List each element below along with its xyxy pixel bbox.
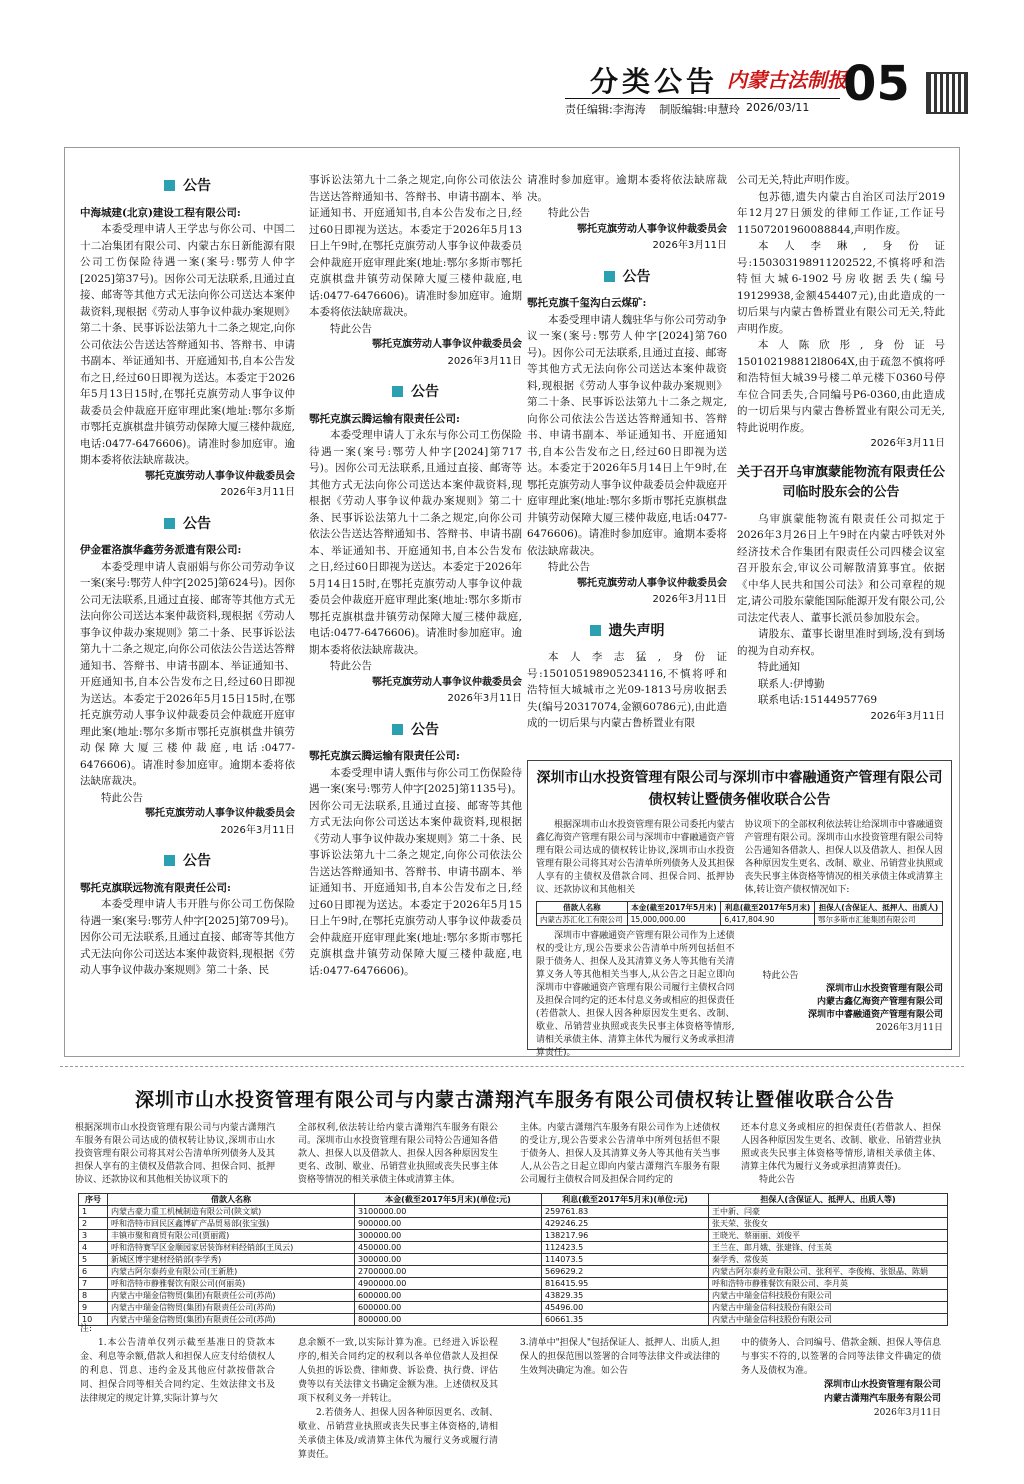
notice-body: 本委受理申请人韦开胜与你公司工伤保险待遇一案(案号:鄂劳人仲字[2025]第709号)。因你公司无法联系,且通过直接、邮寄等其他方式无法向你公司送达本案仲裁资料,现根据《劳动人事争议仲裁办案规则》第二十条、民 xyxy=(80,898,295,976)
table-cell: 138217.96 xyxy=(542,1230,709,1242)
table-header: 利息(截至2017年5月末) xyxy=(721,902,815,914)
contact-person: 联系人:伊博勤 xyxy=(758,677,825,690)
square-icon xyxy=(590,625,601,636)
joint-notice-text xyxy=(536,819,943,897)
layout-editor: 制版编辑:申慧玲 xyxy=(659,103,740,116)
table-cell: 429246.25 xyxy=(542,1218,709,1230)
qr-code-icon xyxy=(926,72,968,114)
notice-special: 特此公告 xyxy=(548,207,590,219)
notice-date: 2026年3月11日 xyxy=(870,710,945,722)
signature-company: 深圳市山水投资管理有限公司 xyxy=(823,1380,941,1390)
notes-end xyxy=(741,1336,941,1420)
notice-company: 鄂托克旗云腾运输有限责任公司: xyxy=(309,750,460,762)
notice-signature: 鄂托克旗劳动人事争议仲裁委员会 xyxy=(145,808,295,819)
table-cell: 内蒙古中瑞金信科技股份有限公司 xyxy=(709,1302,948,1314)
notice-body: 事诉讼法第九十二条之规定,向你公司依法公告送达答辩通知书、答辩书、申请书副本、举证通知书、开庭通知书,自本公告发布之日,经过60日即视为送达。本委定于2026年5月13日上午9时,在鄂托克旗劳动人事争议仲裁委员会仲裁庭开庭审理此案(地址:鄂尔多斯市鄂托克旗棋盘井镇劳动保障大厦三楼仲裁庭,电话:0477-6476606)。请准时参加庭审。逾期本委将依法缺席裁决。 xyxy=(309,174,522,318)
table-row xyxy=(79,1206,948,1218)
note-item xyxy=(298,1336,498,1462)
table-cell: 3100000.00 xyxy=(355,1206,542,1218)
table-row xyxy=(79,1230,948,1242)
table-cell: 秦学秀、常俊英 xyxy=(709,1254,948,1266)
notice-date: 2026年3月11日 xyxy=(220,824,295,836)
table-header: 本金(截至2017年5月末)(单位:元) xyxy=(355,1194,542,1206)
notice-signature: 鄂托克旗劳动人事争议仲裁委员会 xyxy=(372,676,522,688)
column-4 xyxy=(737,172,945,725)
notice-body: 本委受理申请人魏驻华与你公司劳动争议一案(案号:鄂劳人仲字[2024]第760号)。因你公司无法联系,且通过直接、邮寄等其他方式无法向你公司送达本案仲裁资料,现根据《劳动人事争议仲裁办案规则》第二十条、民事诉讼法第九十二条之规定,向你公司依法公告送达答辩通知书、答辩书、申请书副本、举证通知书、开庭通知书,自本公告发布之日,经过60日即视为送达。本委定于2026年5月14日上午9时,在鄂托克旗劳动人事争议仲裁委员会仲裁庭开庭审理此案(地址:鄂尔多斯市鄂托克旗棋盘井镇劳动保障大厦三楼仲裁庭,电话:0477-6476606)。请准时参加庭审。逾期本委将依法缺席裁决。 xyxy=(527,313,727,557)
lost-statement: 公司无关,特此声明作废。 xyxy=(737,174,856,186)
notice-special: 特此公告 xyxy=(548,561,590,573)
joint-notice-2-text: 还本付息义务或相应的担保责任(若借款人、担保人因各种原因发生更名、改制、歇业、吊销营业执照或丧失民事主体资格等情形,请相关承债主体、清算主体代为履行义务或承担清算责任)。 xyxy=(741,1123,941,1172)
table-cell: 60661.35 xyxy=(542,1314,709,1326)
square-icon xyxy=(164,180,175,191)
table-cell: 300000.00 xyxy=(355,1254,542,1266)
table-header: 担保人(含保证人、抵押人、出质人等) xyxy=(709,1194,948,1206)
notice-body: 本委受理申请人丁永东与你公司工伤保险待遇一案(案号:鄂劳人仲字[2024]第717号)。因你公司无法联系,且通过直接、邮寄等其他方式无法向你公司送达本案仲裁资料,现根据《劳动人事争议仲裁办案规则》第二十条、民事诉讼法第九十二条之规定,向你公司依法公告送达答辩通知书、答辩书、申请书副本、举证通知书、开庭通知书,自本公告发布之日,经过60日即视为送达。本委定于2026年5月14日15时,在鄂托克旗劳动人事争议仲裁委员会仲裁庭开庭审理此案(地址:鄂尔多斯市鄂托克旗棋盘井镇劳动保障大厦三楼仲裁庭,电话:0477-6476606)。请准时参加庭审。逾期本委将依法缺席裁决。 xyxy=(309,429,522,656)
table-cell: 呼和浩特市回民区鑫博矿产品贸易部(张宝强) xyxy=(108,1218,355,1230)
table-cell: 丰镇市聚和商贸有限公司(贾丽霞) xyxy=(108,1230,355,1242)
notice-body: 本委受理申请人甄伟与你公司工伤保险待遇一案(案号:鄂劳人仲字[2025]第1135号)。因你公司无法联系,且通过直接、邮寄等其他方式无法向你公司送达本案仲裁资料,现根据《劳动人事争议仲裁办案规则》第二十条、民事诉讼法第九十二条之规定,向你公司依法公告送达答辩通知书、答辩书、申请书副本、举证通知书、开庭通知书,自本公告发布之日,经过60日即视为送达。本委定于2026年5月15日上午9时,在鄂托克旗劳动人事争议仲裁委员会仲裁庭开庭审理此案(地址:鄂尔多斯市鄂托克旗棋盘井镇劳动保障大厦三楼仲裁庭,电话:0477-6476606)。 xyxy=(309,766,522,977)
table-row xyxy=(79,1302,948,1314)
section-divider xyxy=(60,1066,964,1067)
joint-notice-2-title: 深圳市山水投资管理有限公司与内蒙古潇翔汽车服务有限公司债权转让暨催收联合公告 xyxy=(134,1089,895,1111)
table-row xyxy=(79,1266,948,1278)
notice-special: 特此公告 xyxy=(762,971,799,981)
table-cell: 45496.00 xyxy=(542,1302,709,1314)
notice-company: 鄂托克旗云腾运输有限责任公司: xyxy=(309,412,460,425)
table-cell: 43829.35 xyxy=(542,1290,709,1302)
table-cell: 450000.00 xyxy=(355,1242,542,1254)
notice-signature: 鄂托克旗劳动人事争议仲裁委员会 xyxy=(145,470,295,482)
signature-company: 内蒙古鑫亿海资产管理有限公司 xyxy=(816,997,943,1007)
notice-date: 2026年3月11日 xyxy=(870,438,945,449)
table-cell: 鄂尔多斯市汇能集团有限公司 xyxy=(814,914,942,926)
notice-date: 2026年3月11日 xyxy=(652,594,727,605)
notice-company: 中海城建(北京)建设工程有限公司: xyxy=(80,206,241,219)
meeting-notice-title: 关于召开乌审旗蒙能物流有限责任公司临时股东会的公告 xyxy=(737,464,946,500)
table-cell: 4 xyxy=(79,1242,108,1254)
signature-company: 内蒙古潇翔汽车服务有限公司 xyxy=(823,1394,941,1404)
table-cell: 6 xyxy=(79,1266,108,1278)
notice-heading: 公告 xyxy=(80,853,295,870)
table-body xyxy=(79,1206,948,1326)
table-cell: 259761.83 xyxy=(542,1206,709,1218)
table-cell: 5 xyxy=(79,1254,108,1266)
table-cell: 10 xyxy=(79,1314,108,1326)
page-number: 05 xyxy=(843,56,910,112)
notice-date: 2026年3月11日 xyxy=(220,487,295,498)
table-header: 利息(截至2017年5月末)(单位:元) xyxy=(542,1194,709,1206)
table-cell: 3 xyxy=(79,1230,108,1242)
table-cell: 816415.95 xyxy=(542,1278,709,1290)
table-cell: 112423.5 xyxy=(542,1242,709,1254)
joint-notice-lower xyxy=(536,930,943,1058)
table-cell: 9 xyxy=(79,1302,108,1314)
table-cell: 800000.00 xyxy=(355,1314,542,1326)
joint-notice-2-col: 主体。内蒙古潇翔汽车服务有限公司作为上述债权的受让方,现公告要求公告清单中所列包括但不限于债务人、担保人及其清算义务人等其他有关当事人,从公告之日起立即向内蒙古潇翔汽车服务有限公司履行主债权合同及担保合同约定的 xyxy=(520,1123,720,1185)
lost-statement: 本人李琳,身份证号:150303198911202522,不慎将呼和浩特恒大城6-1902号房收据丢失(编号19129938,金额454407元),由此造成的一切后果与内蒙古鲁桥置业有限公司无关,特此声明作废。 xyxy=(737,240,945,335)
table-cell: 内蒙古中瑞金信物贸(集团)有限责任公司(苏尚) xyxy=(108,1302,355,1314)
notice-date: 2026年3月11日 xyxy=(873,1408,941,1418)
joint-notice-para: 根据深圳市山水投资管理有限公司委托内蒙古鑫亿海资产管理有限公司与深圳市中睿融通资产管理有限公司达成的债权转让协议,深圳市山水投资管理有限公司将其对公告清单所列债务人及其担保人享有的主债权及借款合同、担保合同、抵押协议、还款协议和其他相关 xyxy=(536,820,735,895)
table-row xyxy=(79,1218,948,1230)
notice-special: 特此公告 xyxy=(101,791,143,804)
table-cell: 王晓光、蔡丽丽、刘俊平 xyxy=(709,1230,948,1242)
square-icon xyxy=(392,386,403,397)
joint-notice-2-col xyxy=(741,1122,941,1187)
newspaper-logo: 内蒙古法制报 xyxy=(727,68,847,92)
meeting-notice-body: 乌审旗蒙能物流有限责任公司拟定于2026年3月26日上午9时在内蒙古呼铁对外经济技术合作集团有限责任公司四楼会议室召开股东会,审议公司解散清算事宜。依据《中华人民共和国公司法》和公司章程的规定,请公司股东蒙能国际能源开发有限公司,公司法定代表人、董事长派员参加股东会。 xyxy=(737,512,945,624)
notes-col xyxy=(80,1322,275,1406)
table-cell: 1 xyxy=(79,1206,108,1218)
column-3 xyxy=(527,172,727,732)
notice-signature: 鄂托克旗劳动人事争议仲裁委员会 xyxy=(577,223,727,235)
meeting-notice-body: 请股东、董事长谢里准时到场,没有到场的视为自动弃权。 xyxy=(737,628,945,657)
table-row xyxy=(79,1254,948,1266)
column-1 xyxy=(80,172,295,979)
lost-statement: 本人陈欣彤,身份证号150102198812l8064X,由于疏忽不慎将呼和浩特恒大城39号楼二单元楼下0360号停车位合同丢失,合同编号P6-0360,由此造成的一切后果与内蒙古鲁桥置业有限公司无关,特此说明作废。 xyxy=(737,339,945,434)
table-cell: 内蒙古中瑞金信物贸(集团)有限责任公司(苏尚) xyxy=(108,1314,355,1326)
notice-body: 本委受理申请人袁丽娟与你公司劳动争议一案(案号:鄂劳人仲字[2025]第624号)。因你公司无法联系,且通过直接、邮寄等其他方式无法向你公司送达本案仲裁资料,现根据《劳动人事争议仲裁办案规则》第二十条、民事诉讼法第九十二条之规定,向你公司依法公告送达答辩通知书、答辩书、申请书副本、举证通知书、开庭通知书,自本公告发布之日,经过60日即视为送达。本委定于2026年5月15日15时,在鄂托克旗劳动人事争议仲裁委员会仲裁庭开庭审理此案(地址:鄂尔多斯市鄂托克旗棋盘井镇劳动保障大厦三楼仲裁庭,电话:0477-6476606)。请准时参加庭审。逾期本委将依法缺席裁决。 xyxy=(80,560,295,787)
notes-label: 注: xyxy=(80,1324,93,1334)
lost-statement: 包苏德,遗失内蒙古自治区司法厅2019年12月27日颁发的律师工作证,工作证号11507201960088844,声明作废。 xyxy=(737,190,945,236)
joint-notice-para: 协议项下的全部权利依法转让给深圳市中睿融通资产管理有限公司。深圳市山水投资管理有限公司特公告通知各借款人、担保人以及借款人、担保人因各种原因发生更名、改制、歇业、吊销营业执照或丧失民事主体资格等情况的相关承债主体或清算主体,转让资产债权情况如下: xyxy=(744,820,943,895)
notice-special: 特此公告 xyxy=(330,660,372,672)
table-cell: 新城区博宇建材经销部(李学秀) xyxy=(108,1254,355,1266)
debt-table-1 xyxy=(536,901,943,926)
table-row xyxy=(537,914,943,926)
table-row xyxy=(79,1278,948,1290)
joint-notice-2-col: 全部权利,依法转让给内蒙古潇翔汽车服务有限公司。深圳市山水投资管理有限公司特公告通知各借款人、担保人以及借款人、担保人因各种原因发生更名、改制、歇业、吊销营业执照或丧失民事主体资格等情况的相关承债主体或清算主体。 xyxy=(298,1123,498,1185)
table-header: 借款人名称 xyxy=(537,902,628,914)
notice-signature: 鄂托克旗劳动人事争议仲裁委员会 xyxy=(372,339,522,350)
table-cell: 王兰在、郎月娥、张建锋、付玉英 xyxy=(709,1242,948,1254)
notice-heading: 公告 xyxy=(527,269,727,286)
table-cell: 600000.00 xyxy=(355,1302,542,1314)
header-rule xyxy=(565,98,840,99)
lost-statement: 本人李志猛,身份证号:150105198905234116,不慎将呼和浩特恒大城城市之光09-1813号房收据丢失(编号20317074,金额60786元),由此造成的一切后果与内蒙古鲁桥置业有限 xyxy=(527,651,727,729)
note-item-cont: 息余额不一致,以实际计算为准。已经进入诉讼程序的,相关合同约定的权利以各单位借款人及担保人负担的诉讼费、律师费、诉讼费、执行费、评估费等以有关法律文书确定金额为准。上述债权及其项下权利义务一并转让。 xyxy=(298,1338,498,1404)
table-row xyxy=(79,1242,948,1254)
table-cell: 6,417,804.90 xyxy=(721,914,815,926)
signature-company: 深圳市中睿融通资产管理有限公司 xyxy=(807,1010,943,1020)
table-cell: 张天荣、张俊女 xyxy=(709,1218,948,1230)
responsible-editor: 责任编辑:李海涛 xyxy=(565,103,646,116)
table-cell: 900000.00 xyxy=(355,1218,542,1230)
issue-date: 2026/03/11 xyxy=(746,101,810,114)
table-header: 借款人名称 xyxy=(108,1194,355,1206)
table-cell: 4900000.00 xyxy=(355,1278,542,1290)
square-icon xyxy=(164,855,175,866)
table-cell: 内蒙古中瑞金信科技股份有限公司 xyxy=(709,1314,948,1326)
note-item-cont: 中的债务人、合同编号、借款金额、担保人等信息与事实不符的,以签署的合同等法律文件确定的债务人及债权为准。 xyxy=(741,1338,941,1376)
notice-company: 鄂托克旗千玺沟白云煤矿: xyxy=(527,297,647,309)
square-icon xyxy=(392,724,403,735)
table-header: 担保人(含保证人、抵押人、出质人) xyxy=(814,902,942,914)
notice-body: 本委受理申请人王学忠与你公司、中国二十二冶集团有限公司、内蒙古东日新能源有限公司工伤保险待遇一案(案号:鄂劳人仲字[2025]第37号)。因你公司无法联系,且通过直接、邮寄等其他方式无法向你公司送达本案仲裁资料,现根据《劳动人事争议仲裁办案规则》第二十条、民事诉讼法第九十二条之规定,向你公司依法公告送达答辩通知书、答辩书、申请书副本、举证通知书、开庭通知书,自本公告发布之日,经过60日即视为送达。本委定于2026年5月13日15时,在鄂托克旗劳动人事争议仲裁委员会仲裁庭开庭审理此案(地址:鄂尔多斯市鄂托克旗棋盘井镇劳动保障大厦三楼仲裁庭,电话:0477-6476606)。请准时参加庭审。逾期本委将依法缺席裁决。 xyxy=(80,223,295,466)
table-cell: 300000.00 xyxy=(355,1230,542,1242)
notice-date: 2026年3月11日 xyxy=(875,1023,943,1033)
table-cell: 呼和浩特赛罕区金顺园家居装饰材料经销部(王凤云) xyxy=(108,1242,355,1254)
notice-date: 2026年3月11日 xyxy=(447,693,522,704)
joint-notice-2-col: 根据深圳市山水投资管理有限公司与内蒙古潇翔汽车服务有限公司达成的债权转让协议,深圳市山水投资管理有限公司将其对公告清单所列债务人及其担保人享有的主债权及借款合同、担保合同、抵押协议、还款协议和其他相关协议项下的 xyxy=(75,1123,275,1185)
joint-notice-box-1 xyxy=(527,760,952,1058)
table-cell: 内蒙古中瑞金信科技股份有限公司 xyxy=(709,1290,948,1302)
table-cell: 内蒙古苏汇化工有限公司 xyxy=(537,914,628,926)
table-cell: 114073.5 xyxy=(542,1254,709,1266)
joint-notice-para: 深圳市中睿融通资产管理有限公司作为上述债权的受让方,现公告要求公告清单中所列包括但不限于债务人、担保人及其清算义务人等其他有关清算义务人等其他相关当事人,从公告之日起立即向深圳市中睿融通资产管理有限公司履行主债权合同及担保合同约定的还本付息义务或相应的担保责任(若借款人、担保人因各种原因发生更名、改制、歇业、吊销营业执照或丧失民事主体资格等情形,请相关承债主体、清算主体代为履行义务或承担清算责任)。 xyxy=(536,931,735,1058)
signature-company: 深圳市山水投资管理有限公司 xyxy=(825,984,943,994)
table-cell: 呼和浩特市静雅餐饮有限公司(何丽英) xyxy=(108,1278,355,1290)
table-cell: 15,000,000.00 xyxy=(627,914,721,926)
notice-company: 伊金霍洛旗华鑫劳务派遣有限公司: xyxy=(80,544,242,556)
notice-heading: 公告 xyxy=(309,722,522,739)
table-cell: 2 xyxy=(79,1218,108,1230)
table-cell: 王中新、闫豪 xyxy=(709,1206,948,1218)
table-header-row xyxy=(79,1194,948,1206)
notice-date: 2026年3月11日 xyxy=(652,240,727,251)
table-cell: 内蒙古阿尔泰药业有限公司、张利平、李俊梅、张银晶、陈娟 xyxy=(709,1266,948,1278)
notice-body: 请准时参加庭审。逾期本委将依法缺席裁决。 xyxy=(527,174,727,203)
joint-notice-title: 深圳市山水投资管理有限公司与深圳市中睿融通资产管理有限公司债权转让暨债务催收联合公告 xyxy=(536,770,943,808)
table-cell: 8 xyxy=(79,1290,108,1302)
notice-special: 特此公告 xyxy=(330,322,372,335)
editor-credits xyxy=(565,101,750,117)
table-header: 本金(截至2017年5月末) xyxy=(627,902,721,914)
debt-table-2 xyxy=(78,1193,948,1326)
table-header-row xyxy=(537,902,943,914)
table-cell: 内蒙古阿尔泰药业有限公司(王新胜) xyxy=(108,1266,355,1278)
notice-company: 鄂托克旗联远物流有限责任公司: xyxy=(80,881,231,894)
table-cell: 内蒙古豪力重工机械制造有限公司(陕文斌) xyxy=(108,1206,355,1218)
joint-notice-signatures xyxy=(745,930,944,1050)
table-cell: 呼和浩特市静雅餐饮有限公司、李月英 xyxy=(709,1278,948,1290)
square-icon xyxy=(164,518,175,529)
section-title: 分类公告 xyxy=(590,65,719,98)
note-item: 3.清单中"担保人"包括保证人、抵押人、出质人,担保人的担保范围以签署的合同等法律文件或法律的生效判决确定为准。如公告 xyxy=(520,1338,720,1376)
notice-date: 2026年3月11日 xyxy=(447,355,522,367)
note-item: 1.本公告清单仅列示截至基准日的贷款本金、利息等余额,借款人和担保人应支付给债权人的利息、罚息、违约金及其他应付款按借款合同、担保合同等相关合同约定、生效法律文书及法律规定的规定计算,实际计算与欠 xyxy=(80,1338,275,1404)
table-row xyxy=(79,1290,948,1302)
notice-special: 特此公告 xyxy=(759,1175,796,1185)
square-icon xyxy=(604,271,615,282)
notice-heading: 公告 xyxy=(309,384,522,401)
notice-heading: 公告 xyxy=(80,178,295,195)
lost-heading: 遗失声明 xyxy=(527,623,727,640)
notice-special: 特此通知 xyxy=(758,661,800,673)
table-cell: 600000.00 xyxy=(355,1290,542,1302)
table-cell: 2700000.00 xyxy=(355,1266,542,1278)
notice-heading: 公告 xyxy=(80,516,295,533)
note-item: 2.若债务人、担保人因各种原因更名、改制、歇业、吊销营业执照或丧失民事主体资格的,请相关承债主体及/或清算主体代为履行义务或履行清算责任。 xyxy=(298,1408,498,1460)
table-cell: 569629.2 xyxy=(542,1266,709,1278)
table-cell: 内蒙古中瑞金信物贸(集团)有限责任公司(苏尚) xyxy=(108,1290,355,1302)
table-header: 序号 xyxy=(79,1194,108,1206)
contact-phone: 联系电话:15144957769 xyxy=(758,694,878,706)
notice-signature: 鄂托克旗劳动人事争议仲裁委员会 xyxy=(577,577,727,589)
column-2 xyxy=(309,172,522,979)
table-cell: 7 xyxy=(79,1278,108,1290)
